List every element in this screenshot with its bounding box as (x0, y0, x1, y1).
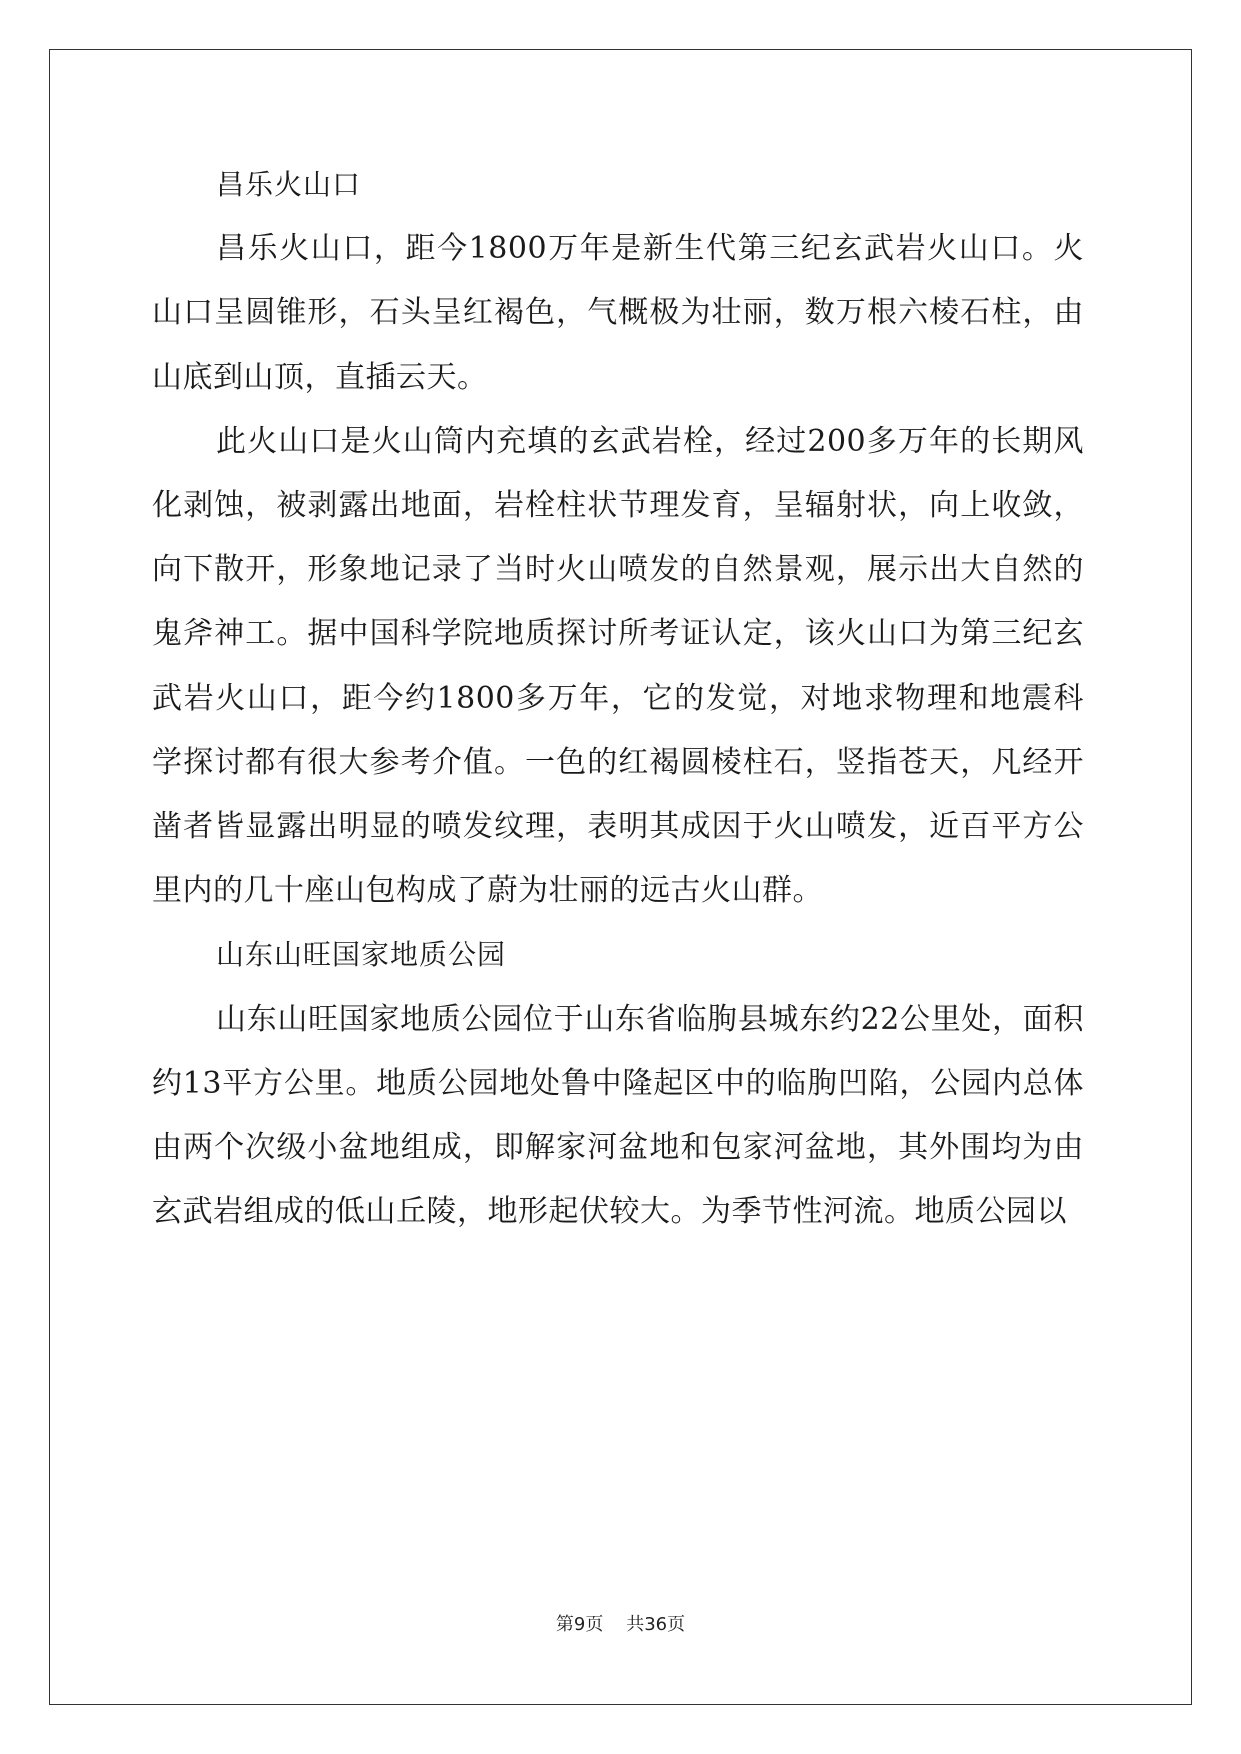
section-heading-shanwang-geopark: 山东山旺国家地质公园 (216, 938, 507, 972)
document-body (152, 153, 1084, 1244)
section-heading-changle-crater: 昌乐火山口 (216, 168, 362, 201)
paragraph-geopark-intro: 山东山旺国家地质公园位于山东省临朐县城东约22公里处，面积约13平方公里。地质公园地处鲁中隆起区中的临朐凹陷，公园内总体由两个次级小盆地组成，即解家河盆地和包家河盆地，其外围均为由玄武岩组成的低山丘陵，地形起伏较大。为季节性河流。地质公园以 (152, 1001, 1084, 1230)
paragraph-crater-detail: 此火山口是火山筒内充填的玄武岩栓，经过200多万年的长期风化剥蚀，被剥露出地面，岩栓柱状节理发育，呈辐射状，向上收敛，向下散开，形象地记录了当时火山喷发的自然景观，展示出大自然的鬼斧神工。据中国科学院地质探讨所考证认定，该火山口为第三纪玄武岩火山口，距今约1800多万年，它的发觉，对地求物理和地震科学探讨都有很大参考介值。一色的红褐圆棱柱石，竖指苍天，凡经开凿者皆显露出明显的喷发纹理，表明其成因于火山喷发，近百平方公里内的几十座山包构成了蔚为壮丽的远古火山群。 (152, 423, 1084, 909)
paragraph-crater-intro: 昌乐火山口，距今1800万年是新生代第三纪玄武岩火山口。火山口呈圆锥形，石头呈红褐色，气概极为壮丽，数万根六棱石柱，由山底到山顶，直插云天。 (152, 231, 1084, 395)
page-number-footer: 第9页 共36页 (555, 1614, 686, 1635)
